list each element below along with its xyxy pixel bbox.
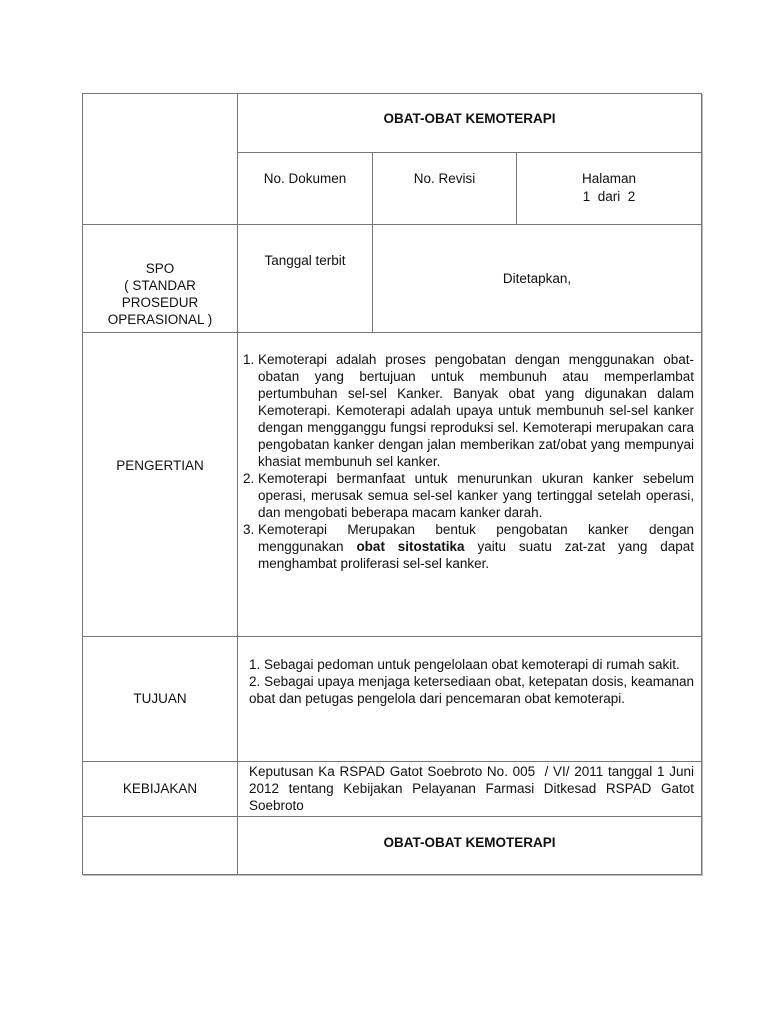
item-text: yaitu suatu zat-zat yang dapat menghambat proliferasi sel-sel kanker. [258, 539, 694, 571]
tujuan-item: 1. Sebagai pedoman untuk pengelolaan obat kemoterapi di rumah sakit. [249, 657, 680, 672]
kebijakan-text: Keputusan Ka RSPAD Gatot Soebroto No. 005 / VI/ 2011 tanggal 1 Juni 2012 tentang Kebijakan Pelayanan Farmasi Ditkesad RSPAD Gatot Soebroto [249, 764, 698, 813]
no-revisi-label: No. Revisi [413, 171, 476, 186]
tujuan-label: TUJUAN [133, 691, 187, 706]
ditetapkan-label: Ditetapkan, [502, 271, 572, 286]
spo-line: SPO [145, 261, 175, 276]
tujuan-item: 2. Sebagai upaya menjaga ketersediaan obat, ketepatan dosis, keamanan obat dan petugas pengelola dari pencemaran obat kemoterapi. [249, 674, 694, 706]
footer-title: OBAT-OBAT KEMOTERAPI [383, 835, 556, 850]
list-item: 2. Kemoterapi bermanfaat untuk menurunkan ukuran kanker sebelum operasi, merusak semua sel-sel kanker yang tertinggal setelah operasi, dan mengobati beberapa macam kanker darah. [258, 470, 694, 521]
pengertian-content [237, 351, 694, 572]
spo-line: PROSEDUR [121, 295, 199, 310]
document-title: OBAT-OBAT KEMOTERAPI [383, 111, 556, 126]
divider [237, 152, 701, 153]
spo-label [83, 260, 237, 328]
kebijakan-label: KEBIJAKAN [122, 781, 198, 796]
spo-line: OPERASIONAL ) [107, 312, 213, 327]
divider [82, 636, 702, 637]
spo-document [82, 93, 702, 875]
pengertian-label: PENGERTIAN [116, 458, 204, 473]
tujuan-content [249, 656, 694, 707]
kebijakan-content [249, 763, 698, 814]
divider [82, 224, 702, 225]
pengertian-list [237, 351, 694, 572]
halaman-label: Halaman [581, 171, 637, 186]
divider [82, 761, 702, 762]
tanggal-terbit-label: Tanggal terbit [264, 253, 346, 268]
item-text: Kemoterapi Merupakan bentuk pengobatan kanker dengan menggunakan [258, 522, 694, 554]
divider [82, 332, 702, 333]
no-dokumen-label: No. Dokumen [263, 171, 347, 186]
halaman-value: 1 dari 2 [582, 189, 636, 204]
item-emphasis: obat sitostatika [356, 539, 465, 554]
spo-line: ( STANDAR [124, 278, 196, 293]
divider [82, 816, 702, 817]
list-item: 1. Kemoterapi adalah proses pengobatan dengan menggunakan obat-obatan yang bertujuan untuk membunuh atau memperlambat pertumbuhan sel-sel Kanker. Banyak obat yang digunakan dalam Kemoterapi. Kemoterapi adalah upaya untuk membunuh sel-sel kanker dengan mengganggu fungsi reproduksi sel. Kemoterapi merupakan cara pengobatan kanker dengan jalan memberikan zat/obat yang mempunyai khasiat membunuh sel kanker. [258, 351, 694, 470]
list-item [258, 521, 694, 572]
